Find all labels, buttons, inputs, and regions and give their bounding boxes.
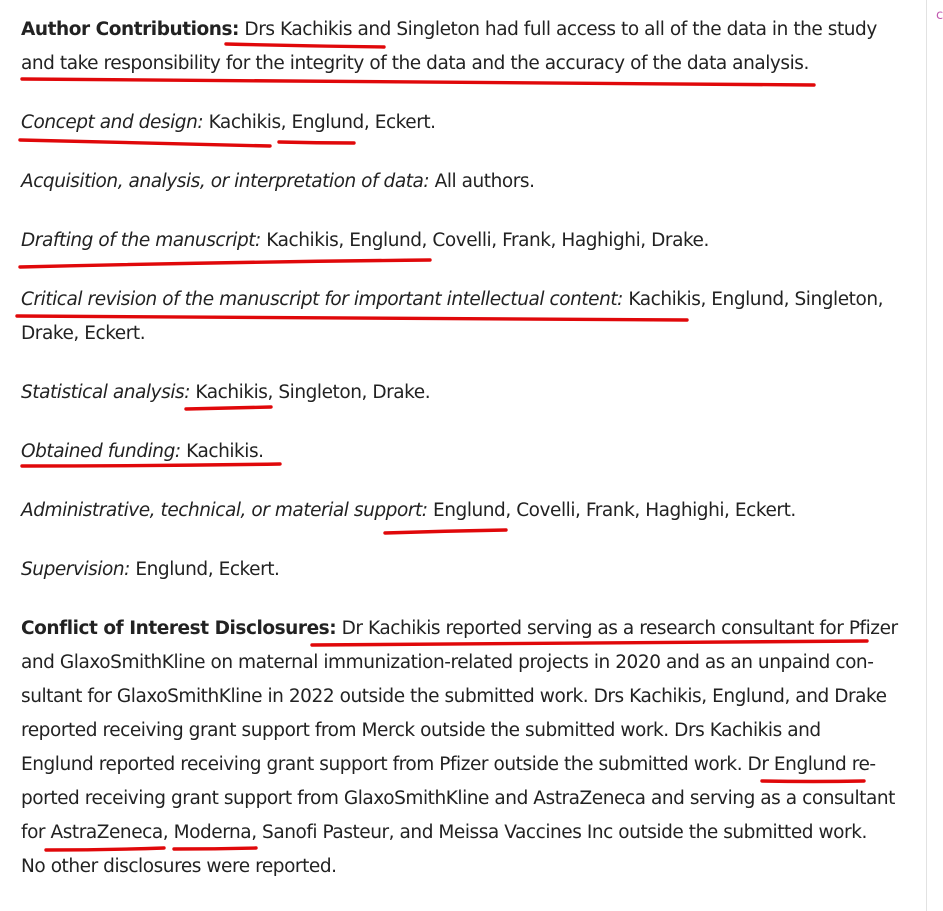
underline-admin-englund bbox=[385, 530, 506, 533]
role-label: Obtained funding: bbox=[21, 441, 181, 462]
coi-line-8: No other disclosures were reported. bbox=[21, 856, 337, 877]
author-contributions-line-2: and take responsibility for the integrity of the data and the accuracy of the data analysis. bbox=[21, 53, 809, 74]
role-label: Critical revision of the manuscript for important intellectual content: bbox=[21, 289, 623, 310]
role-obtained-funding bbox=[21, 435, 264, 469]
coi-line-4: reported receiving grant support from Merck outside the submitted work. Drs Kachikis and bbox=[21, 720, 821, 741]
coi-line-3: sultant for GlaxoSmithKline in 2022 outside the submitted work. Drs Kachikis, Englund, and Drake bbox=[21, 686, 887, 707]
role-label: Administrative, technical, or material support: bbox=[21, 500, 428, 521]
role-critical-revision-line-2: Drake, Eckert. bbox=[21, 323, 146, 344]
coi-text-1: Dr Kachikis reported serving as a research consultant for Pfizer bbox=[336, 618, 898, 639]
author-contributions-line-1 bbox=[21, 13, 877, 47]
role-critical-revision bbox=[21, 283, 883, 317]
role-concept-design bbox=[21, 106, 436, 140]
coi-line-2: and GlaxoSmithKline on maternal immunization-related projects in 2020 and as an unpaind con- bbox=[21, 652, 874, 673]
coi-line-7: for AstraZeneca, Moderna, Sanofi Pasteur, and Meissa Vaccines Inc outside the submitted work. bbox=[21, 822, 867, 843]
role-label: Concept and design: bbox=[21, 112, 204, 133]
role-names: Englund, Eckert. bbox=[129, 559, 280, 580]
role-names: Kachikis. bbox=[180, 441, 264, 462]
role-supervision bbox=[21, 553, 279, 587]
page-edge-divider bbox=[926, 0, 927, 911]
coi-heading: Conflict of Interest Disclosures: bbox=[21, 618, 337, 639]
role-label: Drafting of the manuscript: bbox=[21, 230, 261, 251]
role-acquisition bbox=[21, 165, 535, 199]
role-admin-support bbox=[21, 494, 796, 528]
coi-line-1 bbox=[21, 612, 898, 646]
role-names: Kachikis, Englund, Covelli, Frank, Haghighi, Drake. bbox=[260, 230, 709, 251]
role-drafting bbox=[21, 224, 709, 258]
edge-marker: c bbox=[936, 8, 943, 23]
role-statistical-analysis bbox=[21, 376, 430, 410]
role-names: Kachikis, Englund, Eckert. bbox=[203, 112, 436, 133]
underline-concept-design bbox=[20, 140, 270, 146]
role-names: Kachikis, Singleton, Drake. bbox=[189, 382, 431, 403]
author-contributions-heading: Author Contributions: bbox=[21, 19, 239, 40]
coi-line-5: Englund reported receiving grant support from Pfizer outside the submitted work. Dr Englund re- bbox=[21, 754, 876, 775]
role-label: Statistical analysis: bbox=[21, 382, 190, 403]
role-label: Supervision: bbox=[21, 559, 130, 580]
underline-concept-englund bbox=[279, 142, 354, 143]
coi-line-6: ported receiving grant support from GlaxoSmithKline and AstraZeneca and serving as a consultant bbox=[21, 788, 895, 809]
role-names: Englund, Covelli, Frank, Haghighi, Eckert. bbox=[427, 500, 796, 521]
role-label: Acquisition, analysis, or interpretation of data: bbox=[21, 171, 430, 192]
role-names: All authors. bbox=[429, 171, 535, 192]
underline-drafting bbox=[20, 260, 430, 267]
role-names: Kachikis, Englund, Singleton, bbox=[622, 289, 884, 310]
author-contributions-text-1: Drs Kachikis and Singleton had full access to all of the data in the study bbox=[238, 19, 877, 40]
